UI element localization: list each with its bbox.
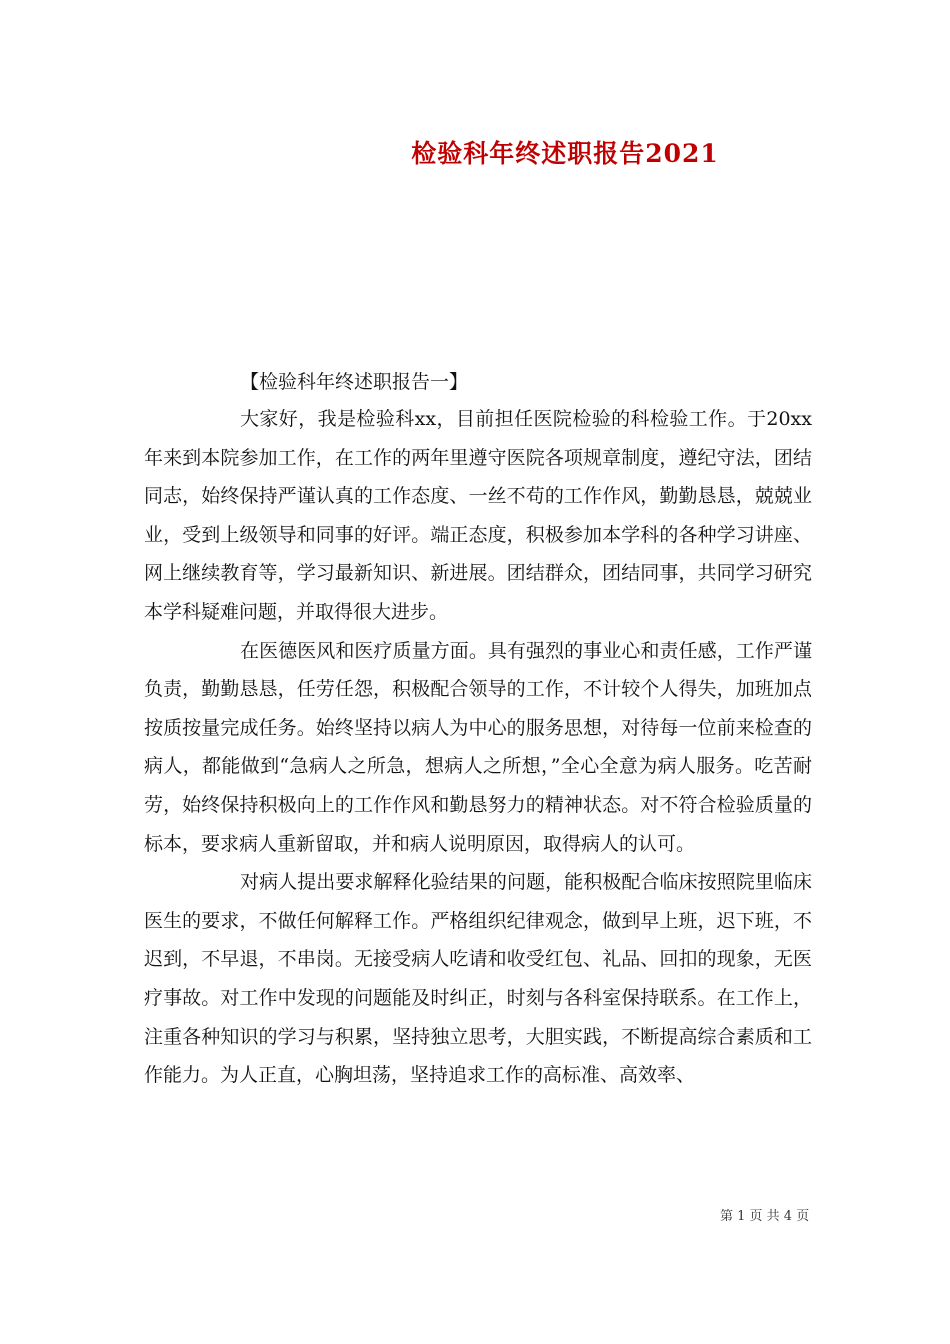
paragraph-1: 大家好，我是检验科xx，目前担任医院检验的科检验工作。于20xx年来到本院参加工作，在工作的两年里遵守医院各项规章制度，遵纪守法，团结同志，始终保持严谨认真的工作态度、一丝不苟的工作作风，勤勤恳恳，兢兢业业，受到上级领导和同事的好评。端正态度，积极参加本学科的各种学习讲座、网上继续教育等，学习最新知识、新进展。团结群众，团结同事，共同学习研究本学科疑难问题，并取得很大进步。	[144, 408, 812, 623]
body-text	[144, 400, 812, 1095]
paragraph-3: 对病人提出要求解释化验结果的问题，能积极配合临床按照院里临床医生的要求，不做任何解释工作。严格组织纪律观念，做到早上班，迟下班，不迟到，不早退，不串岗。无接受病人吃请和收受红包、礼品、回扣的现象，无医疗事故。对工作中发现的问题能及时纠正，时刻与各科室保持联系。在工作上，注重各种知识的学习与积累，坚持独立思考，大胆实践，不断提高综合素质和工作能力。为人正直，心胸坦荡，坚持追求工作的高标准、高效率、	[144, 871, 812, 1087]
paragraph-2: 在医德医风和医疗质量方面。具有强烈的事业心和责任感，工作严谨负责，勤勤恳恳，任劳任怨，积极配合领导的工作，不计较个人得失，加班加点按质按量完成任务。始终坚持以病人为中心的服务思想，对待每一位前来检查的病人，都能做到“急病人之所急，想病人之所想，”全心全意为病人服务。吃苦耐劳，始终保持积极向上的工作作风和勤恳努力的精神状态。对不符合检验质量的标本，要求病人重新留取，并和病人说明原因，取得病人的认可。	[144, 639, 812, 855]
section-heading: 【检验科年终述职报告一】	[240, 371, 469, 393]
page-number-footer: 第 1 页 共 4 页	[720, 1209, 810, 1224]
document-title: 检验科年终述职报告2021	[411, 139, 719, 168]
